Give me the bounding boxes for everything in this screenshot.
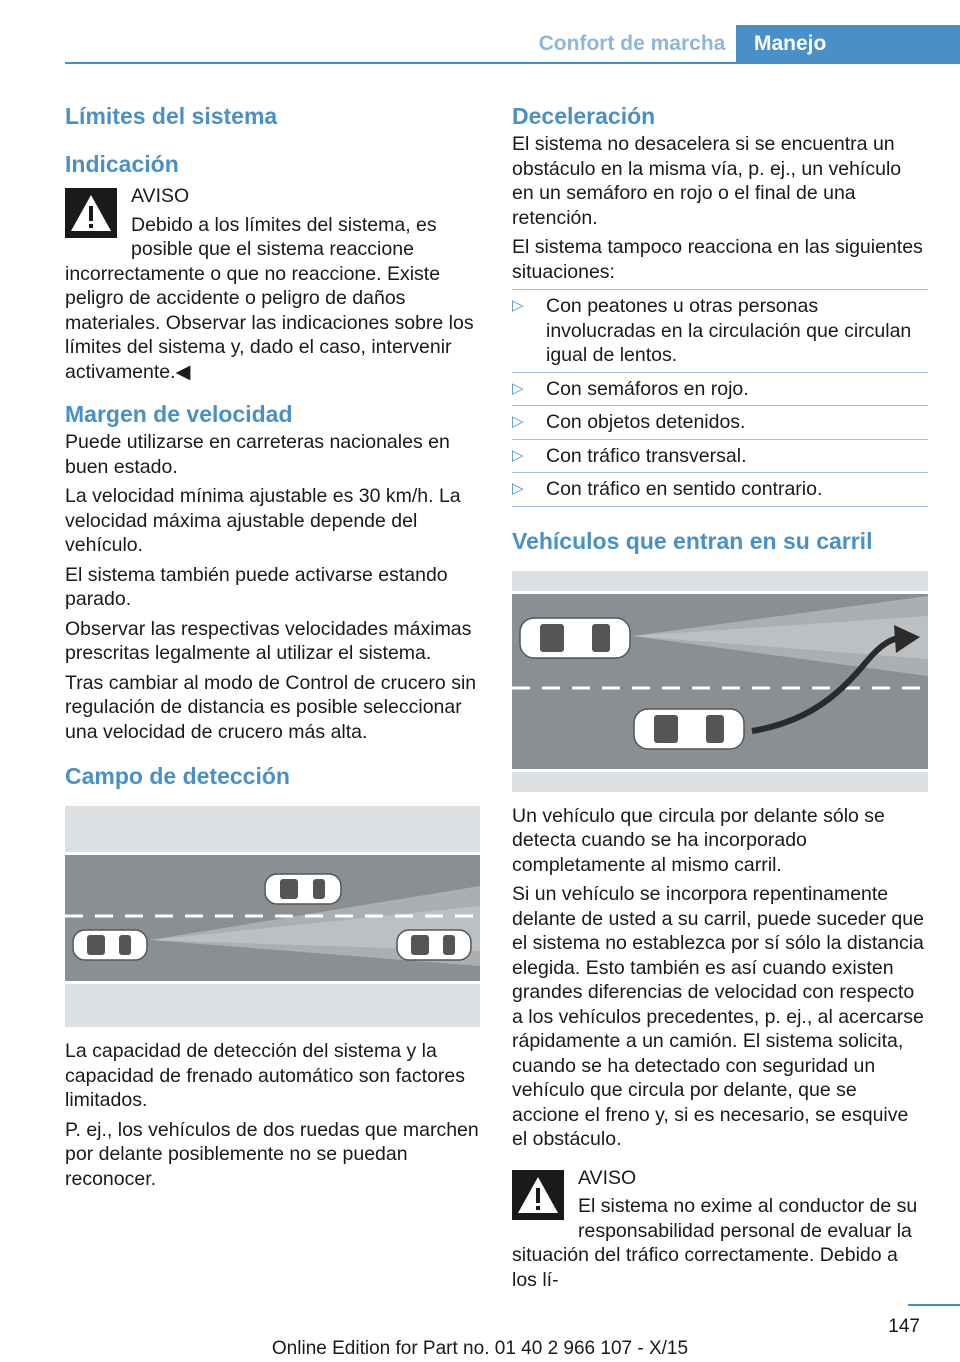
paragraph: Un vehículo que circula por delante sólo se detecta cuando se ha incorporado completamente al mismo carril. — [512, 804, 885, 876]
list-item: ▷ Con tráfico en sentido contrario. — [512, 473, 928, 507]
bullet-marker-icon: ▷ — [512, 480, 524, 497]
cut-in-drawing — [512, 571, 928, 792]
detection-field-drawing — [65, 806, 480, 1027]
warning-title: AVISO — [131, 185, 190, 207]
car-icon — [520, 618, 630, 658]
tab-manejo[interactable]: Manejo — [736, 25, 960, 63]
paragraph: Puede utilizarse en carreteras nacionales en buen estado. — [65, 431, 450, 478]
warning-box — [65, 184, 480, 384]
car-icon — [73, 930, 147, 960]
car-icon — [634, 709, 744, 749]
subsection-title-deceleracion: Deceleración — [512, 103, 656, 129]
subsection-title-margen: Margen de velocidad — [65, 401, 293, 427]
subsection-title-campo: Campo de detección — [65, 763, 290, 789]
tab-confort-de-marcha[interactable]: Confort de marcha — [538, 32, 726, 55]
bullet-marker-icon: ▷ — [512, 297, 524, 314]
footer-rule — [908, 1304, 960, 1306]
cut-in-illustration — [512, 571, 928, 792]
bullet-marker-icon: ▷ — [512, 379, 524, 397]
car-icon — [265, 874, 341, 904]
warning-text: Debido a los límites del sistema, es posible que el sistema reaccione incorrectamente o que no reaccione. Existe peligro de accidente o peligro de daños materiales. Observar las indicaciones sobre los límites del sistema y, dado el caso, intervenir activamente.◀ — [65, 213, 474, 383]
subsection-title-vehiculos: Vehículos que entran en su carril — [512, 527, 873, 554]
left-column — [65, 100, 480, 1196]
warning-icon — [65, 188, 117, 238]
car-icon — [397, 930, 471, 960]
paragraph: El sistema también puede activarse estando parado. — [65, 563, 448, 610]
bullet-marker-icon: ▷ — [512, 413, 524, 430]
header-rule — [65, 62, 960, 64]
paragraph: El sistema no desacelera si se encuentra un obstáculo en la misma vía, p. ej., un vehículo en un semáforo en rojo o el final de una retención. — [512, 133, 902, 229]
paragraph: La velocidad mínima ajustable es 30 km/h. La velocidad máxima ajustable depende del vehículo. — [65, 485, 461, 556]
paragraph: Si un vehículo se incorpora repentinamente delante de usted a su carril, puede suceder que el sistema no establezca por sí sólo la distancia elegida. Esto también es así cuando existen grandes diferencias de velocidad con respecto a los vehículos precedentes, p. ej., al acercarse rápidamente a un camión. El sistema solicita, cuando se ha detectado con seguridad un vehículo que circula por delante, que se accione el freno y, si es necesario, se esquive el obstáculo. — [512, 883, 924, 1150]
paragraph: Observar las respectivas velocidades máximas prescritas legalmente al utilizar el sistema. — [65, 617, 472, 664]
warning-text: El sistema no exime al conductor de su responsabilidad personal de evaluar la situación del tráfico correctamente. Debido a los lí- — [512, 1195, 918, 1291]
paragraph: La capacidad de detección del sistema y la capacidad de frenado automático son factores limitados. — [65, 1040, 466, 1111]
warning-title: AVISO — [578, 1166, 637, 1189]
detection-field-illustration — [65, 806, 480, 1027]
section-title-limits: Límites del sistema — [65, 103, 278, 129]
bullet-marker-icon: ▷ — [512, 446, 524, 464]
list-item: ▷ Con peatones u otras personas involucradas en la circulación que circulan igual de lentos. — [512, 289, 928, 373]
list-item: ▷ Con semáforos en rojo. — [512, 373, 928, 407]
online-edition-note: Online Edition for Part no. 01 40 2 966 107 - X/15 — [271, 1338, 689, 1359]
paragraph: P. ej., los vehículos de dos ruedas que marchen por delante posiblemente no se puedan reconocer. — [65, 1118, 479, 1190]
subsection-title-indicacion: Indicación — [65, 151, 179, 177]
list-item: ▷ Con objetos detenidos. — [512, 406, 928, 440]
paragraph: Tras cambiar al modo de Control de crucero sin regulación de distancia es posible seleccionar una velocidad de crucero más alta. — [65, 671, 477, 743]
right-column — [512, 100, 928, 1297]
page-number: 147 — [888, 1316, 920, 1337]
paragraph: El sistema tampoco reacciona en las siguientes situaciones: — [512, 236, 923, 283]
warning-icon — [512, 1170, 564, 1220]
situation-list — [512, 289, 928, 507]
warning-box — [512, 1166, 928, 1293]
list-item: ▷ Con tráfico transversal. — [512, 440, 928, 474]
